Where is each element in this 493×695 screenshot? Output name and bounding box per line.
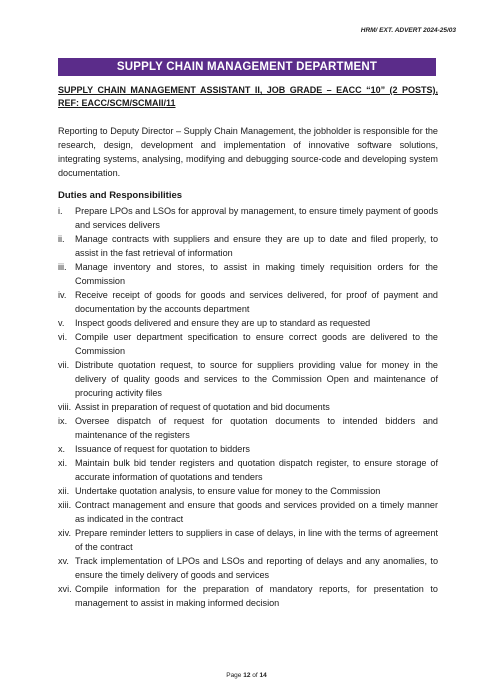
duty-number: xii. <box>58 486 70 496</box>
of-word: of <box>252 672 258 679</box>
page-total: 14 <box>259 672 267 679</box>
duty-text: Receive receipt of goods for goods and services delivered, for proof of payment and documentation by the accounts department <box>75 290 438 314</box>
duty-item <box>58 204 438 232</box>
duty-number: xi. <box>58 458 68 468</box>
job-title: SUPPLY CHAIN MANAGEMENT ASSISTANT II, JOB GRADE – EACC “10” (2 POSTS), REF: EACC/SCM/SCMAII/11 <box>58 85 438 108</box>
page-word: Page <box>226 672 242 679</box>
duty-item <box>58 232 438 260</box>
duty-text: Inspect goods delivered and ensure they are up to standard as requested <box>75 318 371 328</box>
duty-item <box>58 260 438 288</box>
duty-number: iv. <box>58 290 67 300</box>
document-reference: HRM/ EXT. ADVERT 2024-25/03 <box>360 27 456 34</box>
duty-text: Compile information for the preparation of mandatory reports, for presentation to management to assist in making informed decision <box>75 584 438 608</box>
page-number: 12 <box>243 672 251 679</box>
duty-item <box>58 316 438 330</box>
duty-item <box>58 498 438 526</box>
duty-number: i. <box>58 206 63 216</box>
duty-number: ii. <box>58 234 65 244</box>
duty-text: Assist in preparation of request of quotation and bid documents <box>75 402 330 412</box>
duty-number: iii. <box>58 262 67 272</box>
duty-text: Maintain bulk bid tender registers and quotation dispatch register, to ensure storage of accurate information of quotations and tenders <box>75 458 438 482</box>
duty-number: v. <box>58 318 65 328</box>
duty-item <box>58 484 438 498</box>
duty-text: Distribute quotation request, to source for suppliers providing value for money in the delivery of quality goods and services to the Commission Open and maintenance of procuring activity files <box>75 360 438 398</box>
duty-number: ix. <box>58 416 68 426</box>
duty-text: Oversee dispatch of request for quotation documents to intended bidders and maintenance of the registers <box>75 416 438 440</box>
duty-item <box>58 456 438 484</box>
duty-number: vi. <box>58 332 68 342</box>
duty-number: xiii. <box>58 500 72 510</box>
duty-item <box>58 582 438 610</box>
duty-item <box>58 526 438 554</box>
duty-text: Undertake quotation analysis, to ensure value for money to the Commission <box>75 486 381 496</box>
duty-text: Manage contracts with suppliers and ensure they are up to date and filed properly, to assist in the fast retrieval of information <box>75 234 438 258</box>
duty-item <box>58 288 438 316</box>
duty-number: xv. <box>58 556 69 566</box>
department-banner: SUPPLY CHAIN MANAGEMENT DEPARTMENT <box>58 58 436 76</box>
duty-item <box>58 358 438 400</box>
duty-text: Prepare reminder letters to suppliers in case of delays, in line with the terms of agreement of the contract <box>75 528 438 552</box>
duty-text: Contract management and ensure that goods and services provided on a timely manner as indicated in the contract <box>75 500 438 524</box>
intro-paragraph: Reporting to Deputy Director – Supply Chain Management, the jobholder is responsible for the research, design, development and implementation of innovative software solutions, integrating systems, analysing, modifying and debugging source-code and developing system documentation. <box>58 126 438 178</box>
duty-number: vii. <box>58 360 70 370</box>
duty-number: x. <box>58 444 66 454</box>
duties-heading: Duties and Responsibilities <box>58 190 183 201</box>
duty-text: Issuance of request for quotation to bidders <box>75 444 250 454</box>
duty-number: viii. <box>58 402 72 412</box>
duty-number: xiv. <box>58 528 71 538</box>
duty-text: Prepare LPOs and LSOs for approval by management, to ensure timely payment of goods and services delivers <box>75 206 438 230</box>
duty-item <box>58 554 438 582</box>
duty-text: Track implementation of LPOs and LSOs and reporting of delays and any anomalies, to ensure the timely delivery of goods and services <box>75 556 438 580</box>
duty-number: xvi. <box>58 584 72 594</box>
duty-item <box>58 442 438 456</box>
duty-item <box>58 400 438 414</box>
duty-item <box>58 414 438 442</box>
page-footer <box>0 672 493 679</box>
duties-list <box>58 204 438 610</box>
duty-item <box>58 330 438 358</box>
duty-text: Manage inventory and stores, to assist in making timely requisition orders for the Commission <box>75 262 438 286</box>
duty-text: Compile user department specification to ensure correct goods are delivered to the Commission <box>75 332 438 356</box>
